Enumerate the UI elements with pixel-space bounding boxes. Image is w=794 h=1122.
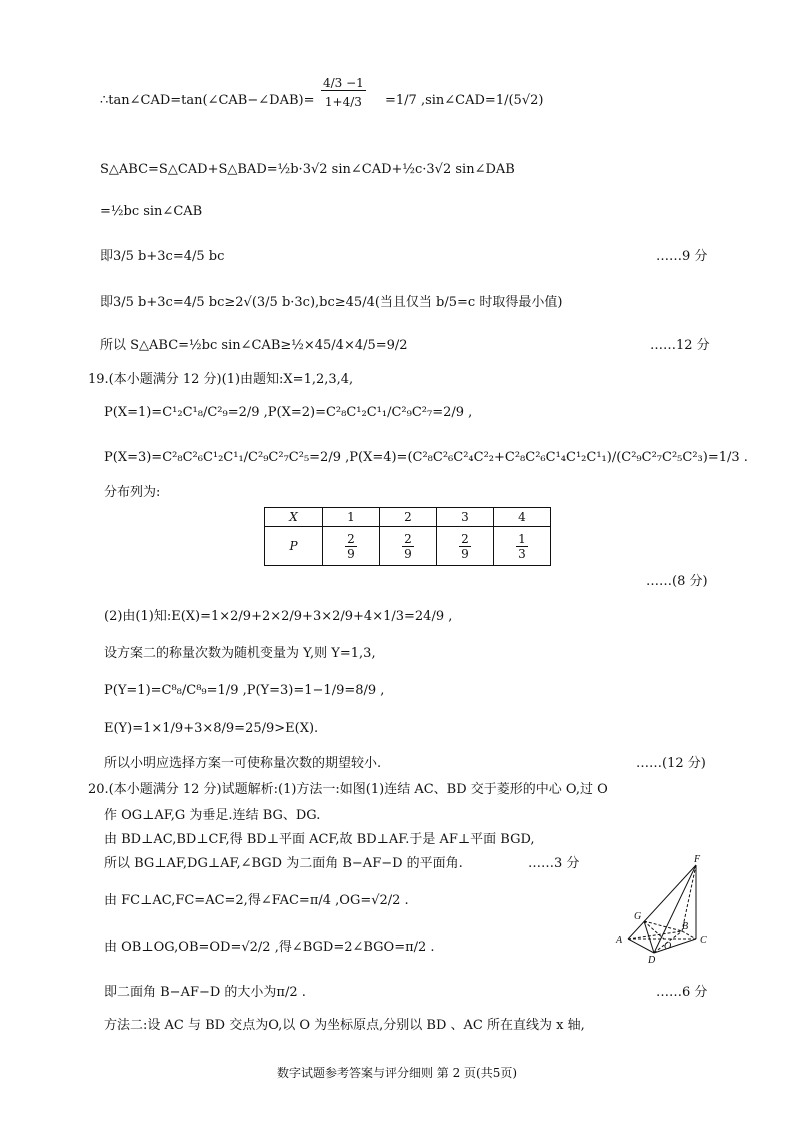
p-x-1-2: P(X=1)=C¹₂C¹₈/C²₉=2/9 ,P(X=2)=C²₈C¹₂C¹₁/C²₉C²₇=2/9 , (104, 405, 473, 420)
table-cell: 1 (323, 508, 380, 527)
score-9: ……9 分 (656, 249, 708, 264)
p-x-3-4: P(X=3)=C²₈C²₆C¹₂C¹₁/C²₉C²₇C²₅=2/9 ,P(X=4)=(C²₈C²₆C²₄C²₂+C²₈C²₆C¹₄C¹₂C¹₁)/(C²₉C²₇C²₅C²₃)=1/3 . (104, 450, 748, 465)
q20-heading: 20.(本小题满分 12 分)试题解析:(1)方法一:如图(1)连结 AC、BD 交于菱形的中心 O,过 O (88, 782, 608, 797)
q20-line-d: 所以 BG⊥AF,DG⊥AF,∠BGD 为二面角 B−AF−D 的平面角. (104, 856, 463, 871)
tan-result: =1/7 ,sin∠CAD=1/(5√2) (385, 93, 544, 108)
table-cell: 3 (437, 508, 494, 527)
table-cell (380, 527, 437, 566)
fenbu-label: 分布列为: (104, 485, 161, 500)
tan-cad-line (100, 93, 314, 109)
tan-frac (321, 76, 366, 109)
ji-line-1: 即3/5 b+3c=4/5 bc (100, 249, 225, 264)
q20-line-b: 作 OG⊥AF,G 为垂足.连结 BG、DG. (104, 808, 321, 823)
p-numerator: 1 (518, 531, 526, 546)
table-cell: 2 (380, 508, 437, 527)
label-f: F (694, 854, 701, 865)
q20-line-c: 由 BD⊥AC,BD⊥CF,得 BD⊥平面 ACF,故 BD⊥AF.于是 AF⊥平面 BGD, (104, 832, 535, 847)
tan-fraction (320, 76, 367, 109)
py-line: P(Y=1)=C⁸₈/C⁸₉=1/9 ,P(Y=3)=1−1/9=8/9 , (104, 683, 385, 698)
label-o: O (664, 941, 672, 952)
table-row (265, 508, 551, 527)
tan-denominator: 1+4/3 (324, 95, 362, 109)
table-header-p: P (265, 527, 323, 566)
label-g: G (634, 911, 642, 922)
table-cell: 4 (494, 508, 551, 527)
tan-label: ∴tan∠CAD=tan(∠CAB−∠DAB)= (100, 93, 315, 108)
area-line-2: =½bc sin∠CAB (100, 204, 203, 219)
tan-numerator: 4/3 −1 (323, 76, 364, 90)
label-c: C (700, 935, 707, 946)
q20-line-h: 方法二:设 AC 与 BD 交点为O,以 O 为坐标原点,分别以 BD 、AC 所在直线为 x 轴, (104, 1018, 585, 1033)
table-row (265, 527, 551, 566)
ex-line: (2)由(1)知:E(X)=1×2/9+2×2/9+3×2/9+4×1/3=24/9 , (104, 609, 453, 624)
score-3: ……3 分 (528, 856, 580, 871)
p-numerator: 2 (404, 531, 412, 546)
score-6: ……6 分 (656, 985, 708, 1000)
area-line: S△ABC=S△CAD+S△BAD=½b·3√2 sin∠CAD+½c·3√2 sin∠DAB (100, 162, 515, 177)
p-numerator: 2 (347, 531, 355, 546)
p-denominator: 9 (404, 546, 412, 561)
label-b: B (682, 921, 689, 932)
suoyi-line: 所以 S△ABC=½bc sin∠CAB≥½×45/4×4/5=9/2 (100, 338, 408, 353)
p-denominator: 9 (461, 546, 469, 561)
q20-line-e: 由 FC⊥AC,FC=AC=2,得∠FAC=π/4 ,OG=√2/2 . (104, 893, 409, 908)
ji-line-2: 即3/5 b+3c=4/5 bc≥2√(3/5 b·3c),bc≥45/4(当且仅当 b/5=c 时取得最小值) (100, 295, 563, 310)
p-numerator: 2 (461, 531, 469, 546)
conclusion-line: 所以小明应选择方案一可使称量次数的期望较小. (104, 756, 382, 771)
score-12: ……12 分 (650, 338, 710, 353)
p-denominator: 3 (518, 546, 526, 561)
table-header-x: X (265, 508, 323, 527)
table-cell (494, 527, 551, 566)
q20-line-f: 由 OB⊥OG,OB=OD=√2/2 ,得∠BGD=2∠BGO=π/2 . (104, 940, 435, 955)
table-cell (437, 527, 494, 566)
q20-line-g: 即二面角 B−AF−D 的大小为π/2 . (104, 985, 306, 1000)
ey-line: E(Y)=1×1/9+3×8/9=25/9>E(X). (104, 721, 319, 736)
distribution-table (264, 507, 551, 566)
q19-heading: 19.(本小题满分 12 分)(1)由题知:X=1,2,3,4, (88, 372, 354, 387)
label-d: D (648, 955, 656, 965)
score-12b: ……(12 分) (636, 756, 706, 771)
page-footer: 数字试题参考答案与评分细则 第 2 页(共5页) (276, 1066, 518, 1080)
label-a: A (616, 935, 623, 946)
table-cell (323, 527, 380, 566)
fa2-line: 设方案二的称量次数为随机变量为 Y,则 Y=1,3, (104, 646, 376, 661)
pyramid-figure (612, 853, 712, 965)
p-denominator: 9 (347, 546, 355, 561)
score-8: ……(8 分) (646, 574, 708, 589)
